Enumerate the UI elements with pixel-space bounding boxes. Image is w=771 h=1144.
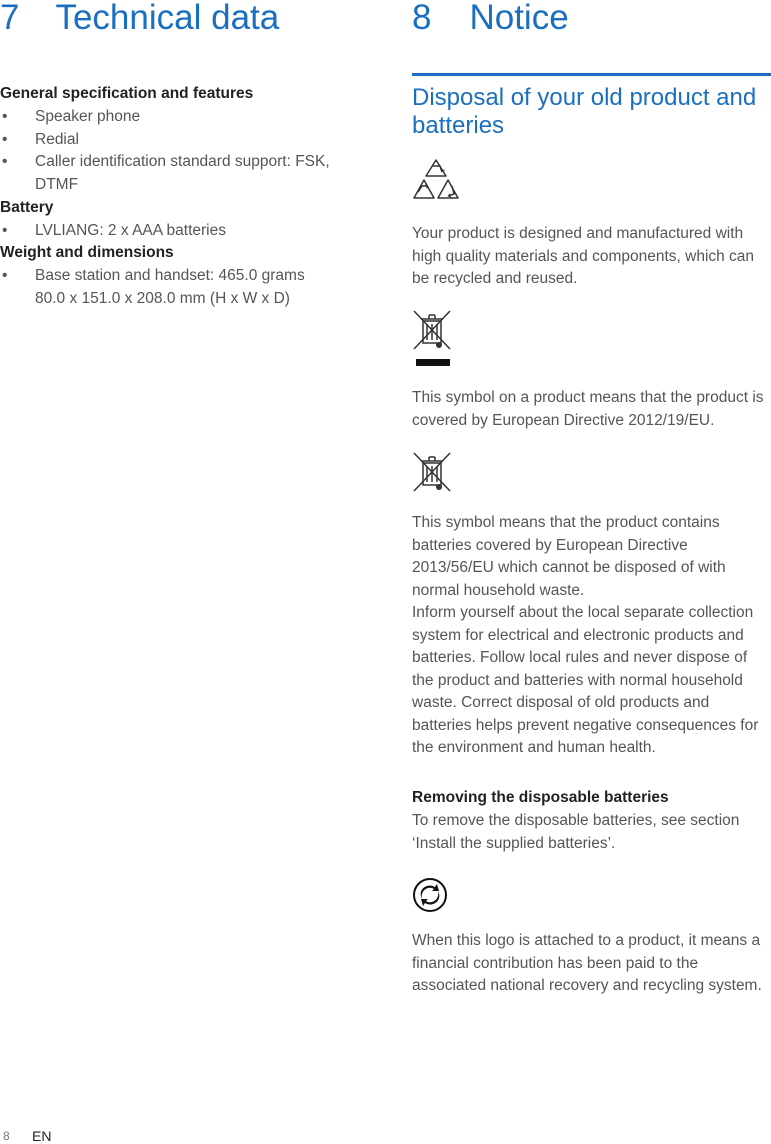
list-item: • Speaker phone [0, 106, 360, 129]
weight-list [0, 265, 360, 310]
battery-bin-icon [412, 451, 452, 493]
list-item: • Caller identification standard support: FSK, DTMF [0, 151, 360, 196]
removing-batteries-text: To remove the disposable batteries, see section ‘Install the supplied batteries’. [412, 812, 740, 852]
section-7-title: Technical data [55, 0, 280, 37]
green-dot-icon [412, 877, 448, 913]
section-8-number: 8 [412, 0, 432, 37]
language-label: EN [32, 1128, 52, 1144]
section-8-title: Notice [469, 0, 569, 37]
battery-paragraph-2: Inform yourself about the local separate collection system for electrical and electronic products and batteries. Follow local rules and never dispose of the product and batteries with normal household waste. Correct disposal of old products and batteries helps prevent negative consequences for the environment and human health. [412, 604, 759, 756]
section-divider [412, 73, 771, 76]
weee-paragraph: This symbol on a product means that the product is covered by European Directive 2012/19/EU. [412, 389, 764, 429]
disposal-title: Disposal of your old product and batteries [412, 84, 757, 139]
general-spec-list [0, 106, 360, 196]
battery-paragraph-1: This symbol means that the product contains batteries covered by European Directive 2013/56/EU which cannot be disposed of with normal household waste. [412, 514, 726, 599]
list-item: • Redial [0, 129, 360, 152]
removing-batteries-title: Removing the disposable batteries [412, 789, 669, 806]
recycle-icon [412, 156, 460, 204]
battery-title: Battery [0, 199, 54, 216]
section-8-heading [412, 0, 569, 35]
battery-list [0, 220, 360, 243]
weee-bin-icon [412, 309, 452, 369]
list-item [0, 265, 360, 310]
weight-line-2: 80.0 x 151.0 x 208.0 mm (H x W x D) [35, 289, 290, 307]
weight-line-1: Base station and handset: 465.0 grams [35, 267, 305, 284]
list-item: • LVLIANG: 2 x AAA batteries [0, 220, 360, 243]
green-dot-paragraph: When this logo is attached to a product, it means a financial contribution has been paid to the associated national recovery and recycling system. [412, 932, 762, 994]
general-spec-title: General specification and features [0, 85, 254, 102]
page-number: 8 [3, 1129, 10, 1143]
section-7-number: 7 [0, 0, 20, 37]
section-7-heading [0, 0, 279, 35]
recycle-paragraph: Your product is designed and manufactured with high quality materials and components, which can be recycled and reused. [412, 225, 755, 287]
weight-title: Weight and dimensions [0, 244, 174, 261]
